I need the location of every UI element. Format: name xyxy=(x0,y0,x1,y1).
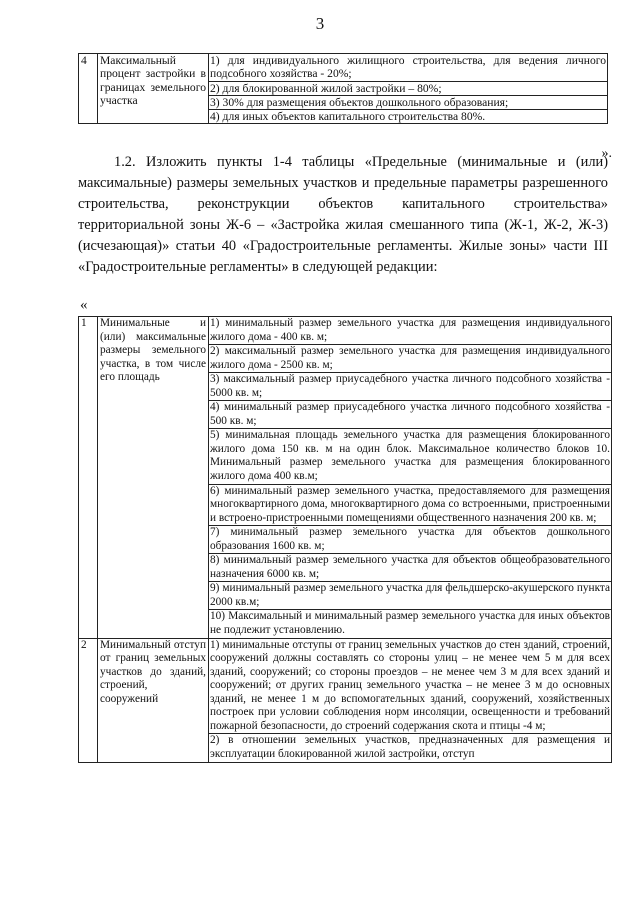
list-item: 10) Максимальный и минимальный размер земельного участка для иных объектов не подлежит установлению. xyxy=(210,610,610,637)
list-item: 2) в отношении земельных участков, предназначенных для размещения и эксплуатации блокированной жилой застройки, отступ xyxy=(210,734,610,760)
table-top xyxy=(78,53,608,124)
table-row xyxy=(79,317,612,639)
row-name: Минимальный отступ от границ земельных участков до зданий, строений, сооружений xyxy=(98,638,209,762)
list-item: 1) минимальный размер земельного участка для размещения индивидуального жилого дома - 400 кв. м; xyxy=(209,317,611,345)
row-items xyxy=(209,638,612,762)
page-number: 3 xyxy=(315,14,325,33)
row-items xyxy=(209,54,608,124)
list-item: 4) для иных объектов капитального строительства 80%. xyxy=(210,110,486,124)
table-row xyxy=(79,638,612,762)
list-item: 2) максимальный размер земельного участка для размещения индивидуального жилого дома - 2500 кв. м; xyxy=(209,345,611,373)
row-number: 2 xyxy=(79,638,98,762)
closing-quote: ». xyxy=(601,146,612,161)
list-item: 9) минимальный размер земельного участка для фельдшерско-акушерского пункта 2000 кв.м; xyxy=(209,582,611,610)
list-item: 8) минимальный размер земельного участка для объектов общеобразовательного назначения 6000 кв. м; xyxy=(209,554,611,582)
row-items xyxy=(209,317,612,639)
list-item: 2) для блокированной жилой застройки – 80%; xyxy=(209,82,607,96)
row-number: 4 xyxy=(79,54,98,124)
list-item: 3) 30% для размещения объектов дошкольного образования; xyxy=(209,96,607,110)
list-item: 6) минимальный размер земельного участка, предоставляемого для размещения многоквартирного дома, многоквартирного дома со встроенными, пристроенными и встроено-пристроенными помещениями общественного назначения 200 кв. м; xyxy=(209,485,611,527)
list-item: 7) минимальный размер земельного участка для объектов дошкольного образования 1600 кв. м; xyxy=(209,526,611,554)
body-paragraph: 1.2. Изложить пункты 1-4 таблицы «Предельные (минимальные и (или) максимальные) размеры земельных участков и предельные параметры разрешенного строительства, реконструкции объектов капитального строительства» территориальной зоны Ж-6 – «Застройка жилая смешанного типа (Ж-1, Ж-2, Ж-3) (исчезающая)» статьи 40 «Градостроительные регламенты. Жилые зоны» части III «Градостроительные регламенты» в следующей редакции: xyxy=(78,154,608,275)
list-item: 5) минимальная площадь земельного участка для размещения блокированного жилого дома 150 кв. м на один блок. Максимальное количество блоков 10. Минимальный размер земельного участка для размещения блокированного жилого дома 400 кв.м; xyxy=(209,429,611,484)
table-main xyxy=(78,316,612,763)
list-item: 3) максимальный размер приусадебного участка личного подсобного хозяйства - 5000 кв. м; xyxy=(209,373,611,401)
table-row xyxy=(79,54,608,124)
list-item: 1) минимальные отступы от границ земельных участков до стен зданий, строений, сооружений должны составлять со стороны улиц – не менее чем 5 м для всех зданий, сооружений; со стороны проездов – не менее чем 3 м для всех зданий и сооружений; от других границ земельного участка – не менее 3 м до основных зданий, не менее 1 м до вспомогательных зданий, сооружений, хозяйственных построек при условии соблюдения норм инсоляции, освещенности и требований пожарной безопасности, до строений содержания скота и птицы -4 м; xyxy=(209,639,611,735)
row-name: Максимальный процент застройки в границах земельного участка xyxy=(98,54,209,124)
list-item: 4) минимальный размер приусадебного участка личного подсобного хозяйства - 500 кв. м; xyxy=(209,401,611,429)
row-number: 1 xyxy=(79,317,98,639)
row-name: Минимальные и (или) максимальные размеры земельного участка, в том числе его площадь xyxy=(98,317,209,639)
list-item: 1) для индивидуального жилищного строительства, для ведения личного подсобного хозяйства - 20%; xyxy=(210,54,606,81)
opening-quote: « xyxy=(80,297,88,313)
